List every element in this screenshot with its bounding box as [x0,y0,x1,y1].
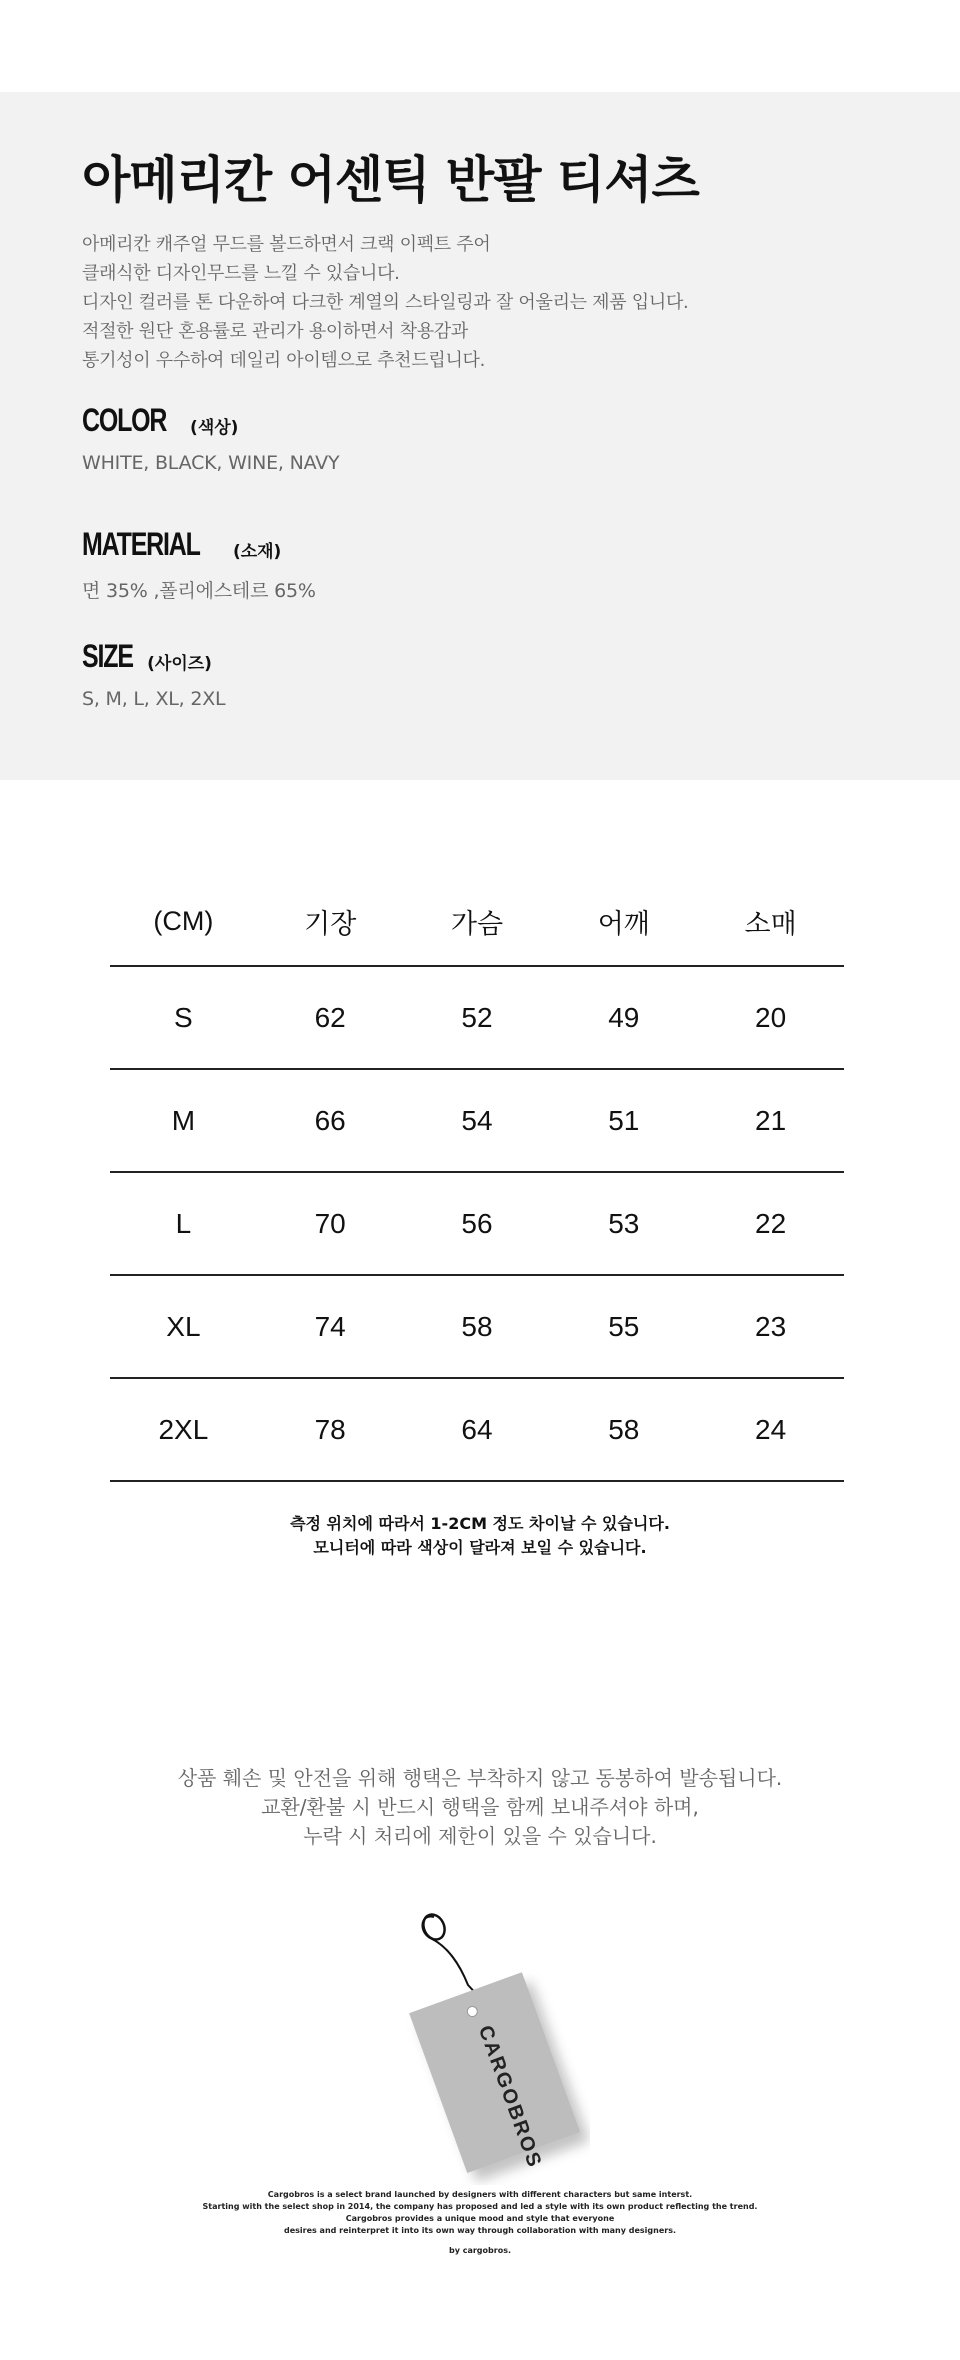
spec-size-title: SIZE [82,638,133,674]
chest-cell: 56 [404,1172,551,1275]
header-shoulder: 어깨 [550,885,697,966]
hang-tag-loop [419,1911,448,1943]
description-line: 아메리칸 캐주얼 무드를 볼드하면서 크랙 이펙트 주어 [82,234,491,255]
table-row [110,1172,844,1275]
brand-line: Cargobros is a select brand launched by designers with different characters but same interst. [267,2190,693,2199]
chest-cell: 64 [404,1378,551,1481]
tag-notice [0,1764,960,1851]
brand-line: Starting with the select shop in 2014, the company has proposed and led a style with its own product reflecting the trend. [202,2202,758,2211]
size-cell: S [110,966,257,1069]
sleeve-cell: 23 [697,1275,844,1378]
spec-color-sub: (색상) [190,418,239,438]
chest-cell: 58 [404,1275,551,1378]
shoulder-cell: 53 [550,1172,697,1275]
spec-color [82,400,339,474]
size-cell: 2XL [110,1378,257,1481]
chest-cell: 52 [404,966,551,1069]
table-row [110,1069,844,1172]
notice-line: 누락 시 처리에 제한이 있을 수 있습니다. [303,1824,657,1848]
header-sleeve: 소매 [697,885,844,966]
spec-size-sub: (사이즈) [147,654,212,674]
sleeve-cell: 22 [697,1172,844,1275]
spec-color-title: COLOR [82,402,167,438]
brand-line: Cargobros provides a unique mood and style that everyone [345,2214,615,2223]
spec-material-title: MATERIAL [82,526,200,562]
brand-line: desires and reinterpret it into its own way through collaboration with many designers. [283,2226,677,2235]
product-title: 아메리칸 어센틱 반팔 티셔츠 [82,151,699,209]
notice-line: 상품 훼손 및 안전을 위해 행택은 부착하지 않고 동봉하여 발송됩니다. [177,1766,783,1790]
table-row [110,966,844,1069]
sleeve-cell: 20 [697,966,844,1069]
length-cell: 70 [257,1172,404,1275]
spec-material-value: 면 35% ,폴리에스테르 65% [82,580,316,602]
chest-cell: 54 [404,1069,551,1172]
length-cell: 78 [257,1378,404,1481]
shoulder-cell: 55 [550,1275,697,1378]
length-cell: 66 [257,1069,404,1172]
spec-size-value: S, M, L, XL, 2XL [82,688,226,710]
note-line: 모니터에 따라 색상이 달라져 보일 수 있습니다. [313,1538,647,1557]
brand-statement [0,2189,960,2257]
header-length: 기장 [257,885,404,966]
spec-size [82,636,225,710]
measurement-note [0,1512,960,1560]
sleeve-cell: 21 [697,1069,844,1172]
table-header-row [110,885,844,966]
spec-material-sub: (소재) [232,542,282,562]
sleeve-cell: 24 [697,1378,844,1481]
notice-line: 교환/환불 시 반드시 행택을 함께 보내주셔야 하며, [261,1795,699,1819]
header-chest: 가슴 [404,885,551,966]
shoulder-cell: 49 [550,966,697,1069]
hang-tag-brand: CARGOBROS [473,2022,546,2172]
size-chart-table [110,885,844,1482]
size-cell: M [110,1069,257,1172]
size-cell: L [110,1172,257,1275]
description-line: 통기성이 우수하여 데일리 아이템으로 추천드립니다. [82,350,486,371]
description-line: 적절한 원단 혼용률로 관리가 용이하면서 착용감과 [82,321,468,342]
size-cell: XL [110,1275,257,1378]
shoulder-cell: 58 [550,1378,697,1481]
table-row [110,1378,844,1481]
product-description [82,230,882,375]
brand-signature: by cargobros. [448,2246,511,2255]
table-row [110,1275,844,1378]
length-cell: 62 [257,966,404,1069]
description-line: 디자인 컬러를 톤 다운하여 다크한 계열의 스타일링과 잘 어울리는 제품 입니다. [82,292,689,313]
spec-material [82,524,316,603]
description-line: 클래식한 디자인무드를 느낄 수 있습니다. [82,263,400,284]
length-cell: 74 [257,1275,404,1378]
hang-tag-image [390,1905,590,2185]
spec-color-value: WHITE, BLACK, WINE, NAVY [82,452,340,474]
shoulder-cell: 51 [550,1069,697,1172]
header-unit: (CM) [110,885,257,966]
note-line: 측정 위치에 따라서 1-2CM 정도 차이날 수 있습니다. [290,1514,670,1533]
